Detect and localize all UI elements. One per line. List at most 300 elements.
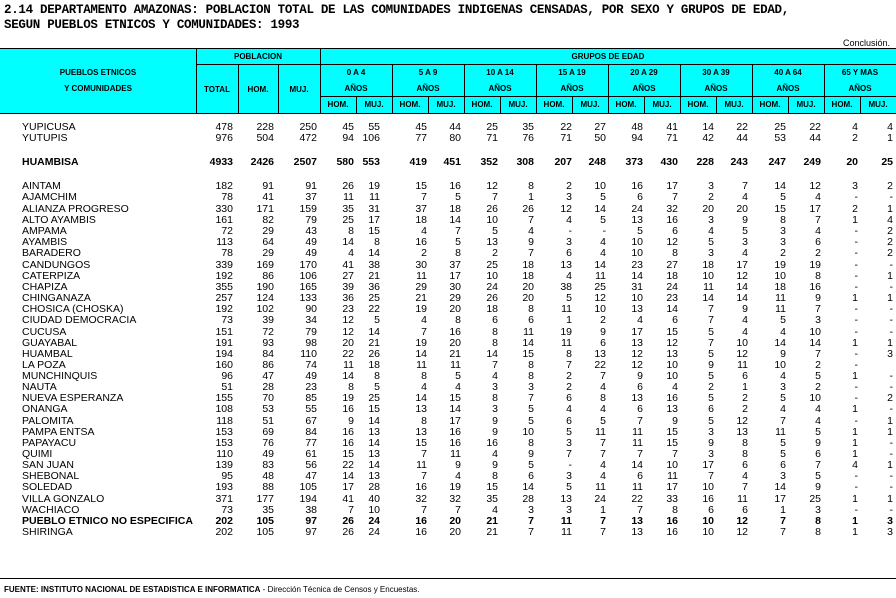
- table-cell: 7: [708, 303, 714, 315]
- table-cell: 243: [730, 156, 748, 168]
- table-cell: 29: [449, 292, 461, 304]
- table-cell: -: [854, 359, 858, 371]
- table-cell: 355: [215, 281, 233, 293]
- table-cell: 110: [216, 448, 233, 460]
- table-cell: -: [889, 370, 893, 382]
- table-cell: 27: [666, 259, 678, 271]
- table-cell: 118: [216, 415, 233, 427]
- table-cell: 8: [374, 370, 380, 382]
- table-cell: 2: [421, 247, 427, 259]
- header-age-hom: HOM.: [536, 97, 572, 113]
- table-cell: 32: [666, 203, 678, 215]
- row-label: QUIMI: [22, 448, 53, 460]
- header-age-hom: HOM.: [320, 97, 356, 113]
- table-cell: 22: [594, 359, 606, 371]
- table-cell: 4: [780, 403, 786, 415]
- row-label: ALTO AYAMBIS: [22, 214, 96, 226]
- table-cell: 247: [768, 156, 786, 168]
- table-cell: 25: [368, 392, 380, 404]
- header-age-hom: HOM.: [752, 97, 788, 113]
- table-row: [0, 204, 896, 215]
- table-cell: 44: [809, 132, 821, 144]
- table-cell: 2: [852, 132, 858, 144]
- table-cell: 10: [522, 426, 534, 438]
- table-cell: 8: [421, 370, 427, 382]
- table-cell: 3: [528, 504, 534, 516]
- header-rule: [196, 64, 896, 65]
- table-cell: 40: [368, 493, 380, 505]
- table-cell: 94: [631, 132, 643, 144]
- table-cell: 15: [522, 348, 534, 360]
- table-cell: 41: [666, 121, 678, 133]
- table-title-line-2: SEGUN PUEBLOS ETNICOS Y COMUNIDADES: 1993: [4, 18, 300, 32]
- table-cell: 7: [780, 515, 786, 527]
- table-cell: 38: [560, 281, 572, 293]
- table-cell: -: [568, 459, 572, 471]
- header-grupos-de-edad: GRUPOS DE EDAD: [320, 50, 896, 64]
- table-cell: 110: [300, 348, 317, 360]
- table-cell: 7: [600, 526, 606, 538]
- table-cell: 39: [262, 314, 274, 326]
- table-cell: 13: [560, 493, 572, 505]
- table-bottom-rule: [0, 578, 896, 579]
- row-label: HUAMBISA: [22, 156, 79, 168]
- table-cell: 5: [455, 191, 461, 203]
- table-cell: 8: [492, 326, 498, 338]
- table-row: [0, 248, 896, 259]
- table-cell: 2: [742, 403, 748, 415]
- table-cell: 22: [560, 121, 572, 133]
- table-cell: 13: [368, 448, 380, 460]
- table-cell: 159: [299, 203, 317, 215]
- row-label: YUTUPIS: [22, 132, 68, 144]
- table-cell: 1: [887, 203, 893, 215]
- table-cell: 228: [256, 121, 274, 133]
- table-cell: 9: [815, 481, 821, 493]
- table-cell: 3: [708, 214, 714, 226]
- table-cell: 7: [421, 326, 427, 338]
- table-cell: 88: [262, 481, 274, 493]
- table-cell: -: [854, 281, 858, 293]
- table-cell: 51: [221, 381, 233, 393]
- table-cell: 4: [742, 247, 748, 259]
- table-cell: 76: [522, 132, 534, 144]
- table-cell: 4: [742, 191, 748, 203]
- table-cell: 3: [708, 448, 714, 460]
- table-cell: 4: [600, 403, 606, 415]
- table-cell: 8: [672, 504, 678, 516]
- table-cell: 24: [666, 281, 678, 293]
- table-cell: 8: [815, 526, 821, 538]
- row-label: ONANGA: [22, 403, 68, 415]
- table-cell: 472: [299, 132, 317, 144]
- header-anos: AÑOS: [464, 82, 536, 96]
- table-cell: 8: [815, 270, 821, 282]
- table-cell: 32: [415, 493, 427, 505]
- table-row: [0, 471, 896, 482]
- table-cell: 13: [631, 392, 643, 404]
- table-cell: 18: [449, 203, 461, 215]
- table-cell: 4: [492, 448, 498, 460]
- table-cell: 16: [415, 481, 427, 493]
- table-cell: 26: [486, 203, 498, 215]
- table-cell: 1: [600, 504, 606, 516]
- row-label: GUAYABAL: [22, 337, 78, 349]
- table-cell: 19: [415, 337, 427, 349]
- table-cell: 4: [887, 121, 893, 133]
- table-cell: 160: [215, 359, 233, 371]
- table-cell: 6: [780, 459, 786, 471]
- table-cell: 36: [368, 281, 380, 293]
- table-cell: 14: [342, 236, 354, 248]
- table-cell: 6: [742, 459, 748, 471]
- table-cell: 12: [594, 292, 606, 304]
- table-cell: 4: [421, 381, 427, 393]
- table-cell: 6: [708, 403, 714, 415]
- table-cell: 3: [492, 381, 498, 393]
- table-cell: 34: [305, 314, 317, 326]
- table-cell: 8: [455, 247, 461, 259]
- table-cell: 11: [369, 191, 380, 203]
- table-cell: 4: [815, 415, 821, 427]
- table-cell: 10: [486, 270, 498, 282]
- table-cell: 16: [415, 526, 427, 538]
- table-cell: 11: [632, 437, 643, 449]
- table-cell: 3: [566, 437, 572, 449]
- table-cell: 4: [815, 403, 821, 415]
- table-cell: 3: [566, 191, 572, 203]
- header-stub: [0, 48, 196, 114]
- table-cell: 8: [492, 470, 498, 482]
- header-rule: [0, 113, 896, 114]
- table-cell: 8: [566, 348, 572, 360]
- table-cell: 74: [305, 359, 317, 371]
- table-cell: 18: [368, 359, 380, 371]
- table-cell: 2: [742, 392, 748, 404]
- table-cell: 27: [594, 121, 606, 133]
- table-cell: 13: [415, 403, 427, 415]
- header-age-group: 65 Y MAS: [824, 66, 896, 80]
- table-cell: 53: [262, 403, 274, 415]
- continuation-note: Conclusión.: [842, 38, 890, 48]
- table-cell: -: [889, 281, 893, 293]
- table-cell: 4: [455, 470, 461, 482]
- table-cell: 25: [486, 259, 498, 271]
- table-cell: 504: [256, 132, 274, 144]
- header-hom: HOM.: [238, 66, 278, 114]
- table-cell: 10: [702, 515, 714, 527]
- table-row: [0, 215, 896, 226]
- table-cell: 153: [215, 437, 233, 449]
- table-cell: 17: [666, 180, 678, 192]
- row-label: PAMPA ENTSA: [22, 426, 95, 438]
- table-cell: 194: [215, 348, 233, 360]
- table-cell: -: [854, 381, 858, 393]
- table-cell: 13: [631, 337, 643, 349]
- table-row: [0, 516, 896, 527]
- table-cell: 11: [561, 526, 572, 538]
- table-cell: 77: [415, 132, 427, 144]
- header-anos: AÑOS: [392, 82, 464, 96]
- table-cell: 171: [256, 203, 274, 215]
- table-cell: 7: [566, 448, 572, 460]
- table-cell: 3: [887, 515, 893, 527]
- table-cell: 105: [299, 481, 317, 493]
- table-cell: 36: [342, 292, 354, 304]
- table-cell: 25: [368, 292, 380, 304]
- row-label: CHAPIZA: [22, 281, 68, 293]
- table-cell: 17: [631, 326, 643, 338]
- table-cell: 10: [368, 504, 380, 516]
- table-cell: 190: [256, 281, 274, 293]
- table-row: [0, 416, 896, 427]
- table-cell: -: [889, 448, 893, 460]
- table-cell: 6: [708, 504, 714, 516]
- table-cell: 3: [852, 180, 858, 192]
- table-cell: 21: [368, 270, 380, 282]
- table-cell: 10: [702, 481, 714, 493]
- table-cell: 1: [566, 314, 572, 326]
- table-cell: 16: [449, 437, 461, 449]
- table-cell: 19: [560, 326, 572, 338]
- table-cell: -: [889, 314, 893, 326]
- table-cell: 8: [492, 392, 498, 404]
- table-cell: -: [854, 326, 858, 338]
- table-cell: 49: [305, 236, 317, 248]
- table-cell: 6: [566, 392, 572, 404]
- table-cell: 13: [631, 303, 643, 315]
- table-row: [0, 438, 896, 449]
- table-cell: 14: [342, 470, 354, 482]
- table-cell: 14: [809, 337, 821, 349]
- table-cell: 10: [666, 370, 678, 382]
- row-label: CHOSICA (CHOSKA): [22, 303, 124, 315]
- header-age-hom: HOM.: [680, 97, 716, 113]
- table-row: [0, 181, 896, 192]
- table-cell: 7: [815, 348, 821, 360]
- table-cell: 8: [815, 515, 821, 527]
- table-cell: 8: [455, 314, 461, 326]
- table-cell: 7: [708, 337, 714, 349]
- table-cell: 5: [455, 370, 461, 382]
- header-rule: [0, 48, 896, 49]
- table-cell: 51: [262, 415, 274, 427]
- table-cell: 5: [815, 426, 821, 438]
- table-cell: 28: [522, 493, 534, 505]
- table-cell: 2: [708, 191, 714, 203]
- table-cell: 1: [852, 403, 858, 415]
- table-cell: 4: [742, 314, 748, 326]
- table-cell: 1: [852, 493, 858, 505]
- table-cell: -: [889, 191, 893, 203]
- header-age-hom: HOM.: [464, 97, 500, 113]
- table-cell: 330: [215, 203, 233, 215]
- table-cell: 78: [221, 191, 233, 203]
- table-cell: 35: [262, 504, 274, 516]
- table-cell: 478: [215, 121, 233, 133]
- table-cell: 20: [846, 156, 858, 168]
- table-cell: 1: [887, 132, 893, 144]
- table-cell: 2: [815, 381, 821, 393]
- table-row: [0, 315, 896, 326]
- table-cell: 86: [262, 359, 274, 371]
- table-cell: -: [889, 504, 893, 516]
- table-cell: 5: [780, 314, 786, 326]
- table-row: [0, 271, 896, 282]
- table-cell: -: [854, 191, 858, 203]
- table-cell: 14: [594, 259, 606, 271]
- table-row: [0, 293, 896, 304]
- table-cell: 19: [809, 259, 821, 271]
- table-cell: 4: [815, 191, 821, 203]
- table-cell: 7: [600, 448, 606, 460]
- table-cell: 97: [305, 526, 317, 538]
- table-cell: 73: [221, 504, 233, 516]
- table-cell: 4: [852, 121, 858, 133]
- table-cell: 11: [561, 303, 572, 315]
- header-age-group: 10 A 14: [464, 66, 536, 80]
- table-cell: 35: [342, 203, 354, 215]
- header-anos: AÑOS: [320, 82, 392, 96]
- table-cell: 4: [528, 225, 534, 237]
- table-cell: 2: [600, 314, 606, 326]
- table-cell: 7: [421, 470, 427, 482]
- table-cell: 15: [666, 326, 678, 338]
- header-total: TOTAL: [196, 66, 238, 114]
- header-age-group: 30 A 39: [680, 66, 752, 80]
- table-cell: 192: [215, 270, 233, 282]
- table-cell: 1: [852, 292, 858, 304]
- table-cell: 7: [708, 314, 714, 326]
- table-cell: 17: [449, 415, 461, 427]
- table-cell: -: [889, 326, 893, 338]
- table-cell: 49: [305, 370, 317, 382]
- table-row: [0, 282, 896, 293]
- table-cell: 3: [566, 236, 572, 248]
- table-cell: 18: [486, 303, 498, 315]
- table-cell: 10: [736, 337, 748, 349]
- table-cell: -: [854, 303, 858, 315]
- table-cell: 250: [299, 121, 317, 133]
- row-label: CUCUSA: [22, 326, 67, 338]
- table-cell: 14: [736, 292, 748, 304]
- table-cell: 9: [455, 459, 461, 471]
- table-cell: 14: [368, 459, 380, 471]
- row-label: NUEVA ESPERANZA: [22, 392, 124, 404]
- table-cell: 29: [415, 281, 427, 293]
- table-cell: 20: [736, 203, 748, 215]
- table-cell: -: [854, 314, 858, 326]
- table-cell: 47: [262, 370, 274, 382]
- table-cell: 11: [595, 481, 606, 493]
- table-cell: 4933: [209, 156, 233, 168]
- header-age-muj: MUJ.: [860, 97, 896, 113]
- table-cell: 1: [852, 515, 858, 527]
- table-cell: 4: [566, 403, 572, 415]
- table-cell: 71: [486, 132, 498, 144]
- table-cell: 16: [449, 180, 461, 192]
- table-cell: 10: [809, 392, 821, 404]
- header-stub-line-1: PUEBLOS ETNICOS: [59, 68, 137, 77]
- table-cell: 32: [449, 493, 461, 505]
- table-cell: 4: [492, 504, 498, 516]
- table-cell: 19: [368, 180, 380, 192]
- table-cell: 18: [666, 270, 678, 282]
- table-cell: 4: [742, 326, 748, 338]
- table-cell: 39: [342, 281, 354, 293]
- table-cell: 11: [775, 292, 786, 304]
- table-cell: 5: [566, 426, 572, 438]
- table-cell: 14: [449, 214, 461, 226]
- table-cell: 10: [666, 459, 678, 471]
- table-cell: 93: [262, 337, 274, 349]
- table-cell: 451: [443, 156, 461, 168]
- row-label: SHEBONAL: [22, 470, 80, 482]
- table-cell: 10: [631, 292, 643, 304]
- table-cell: 70: [262, 392, 274, 404]
- table-cell: 79: [305, 326, 317, 338]
- table-cell: 6: [528, 470, 534, 482]
- table-cell: 13: [368, 426, 380, 438]
- row-label: AYAMBIS: [22, 236, 68, 248]
- table-cell: 177: [256, 493, 274, 505]
- header-age-muj: MUJ.: [788, 97, 824, 113]
- table-cell: 84: [305, 426, 317, 438]
- table-cell: 14: [368, 437, 380, 449]
- table-cell: 5: [815, 370, 821, 382]
- table-cell: 5: [374, 381, 380, 393]
- table-cell: 3: [528, 381, 534, 393]
- table-cell: 7: [455, 225, 461, 237]
- table-cell: 24: [486, 281, 498, 293]
- table-cell: 82: [262, 214, 274, 226]
- header-stub-line-2: Y COMUNIDADES: [64, 84, 132, 93]
- table-cell: 12: [666, 236, 678, 248]
- table-cell: 4: [492, 370, 498, 382]
- table-cell: 41: [342, 493, 354, 505]
- table-cell: 20: [522, 281, 534, 293]
- table-cell: 9: [815, 292, 821, 304]
- header-rule: [824, 64, 825, 114]
- table-cell: 44: [449, 121, 461, 133]
- footer-source: [4, 585, 420, 594]
- table-cell: 14: [415, 392, 427, 404]
- header-rule: [860, 97, 861, 114]
- table-cell: 25: [809, 493, 821, 505]
- table-cell: 5: [780, 392, 786, 404]
- row-label: PALOMITA: [22, 415, 74, 427]
- table-cell: 15: [368, 403, 380, 415]
- table-cell: 5: [374, 314, 380, 326]
- table-cell: 47: [305, 470, 317, 482]
- table-cell: 16: [666, 214, 678, 226]
- table-cell: 10: [594, 303, 606, 315]
- table-cell: 11: [416, 359, 427, 371]
- table-cell: 7: [600, 370, 606, 382]
- table-row: [0, 382, 896, 393]
- table-cell: 5: [455, 236, 461, 248]
- row-label: PUEBLO ETNICO NO ESPECIFICA: [22, 515, 193, 527]
- table-cell: 21: [368, 337, 380, 349]
- table-cell: 9: [348, 415, 354, 427]
- table-cell: 16: [486, 437, 498, 449]
- table-cell: 12: [560, 203, 572, 215]
- table-cell: 21: [449, 348, 461, 360]
- table-cell: 4: [780, 370, 786, 382]
- table-cell: 9: [637, 370, 643, 382]
- table-cell: 14: [342, 370, 354, 382]
- table-cell: 44: [736, 132, 748, 144]
